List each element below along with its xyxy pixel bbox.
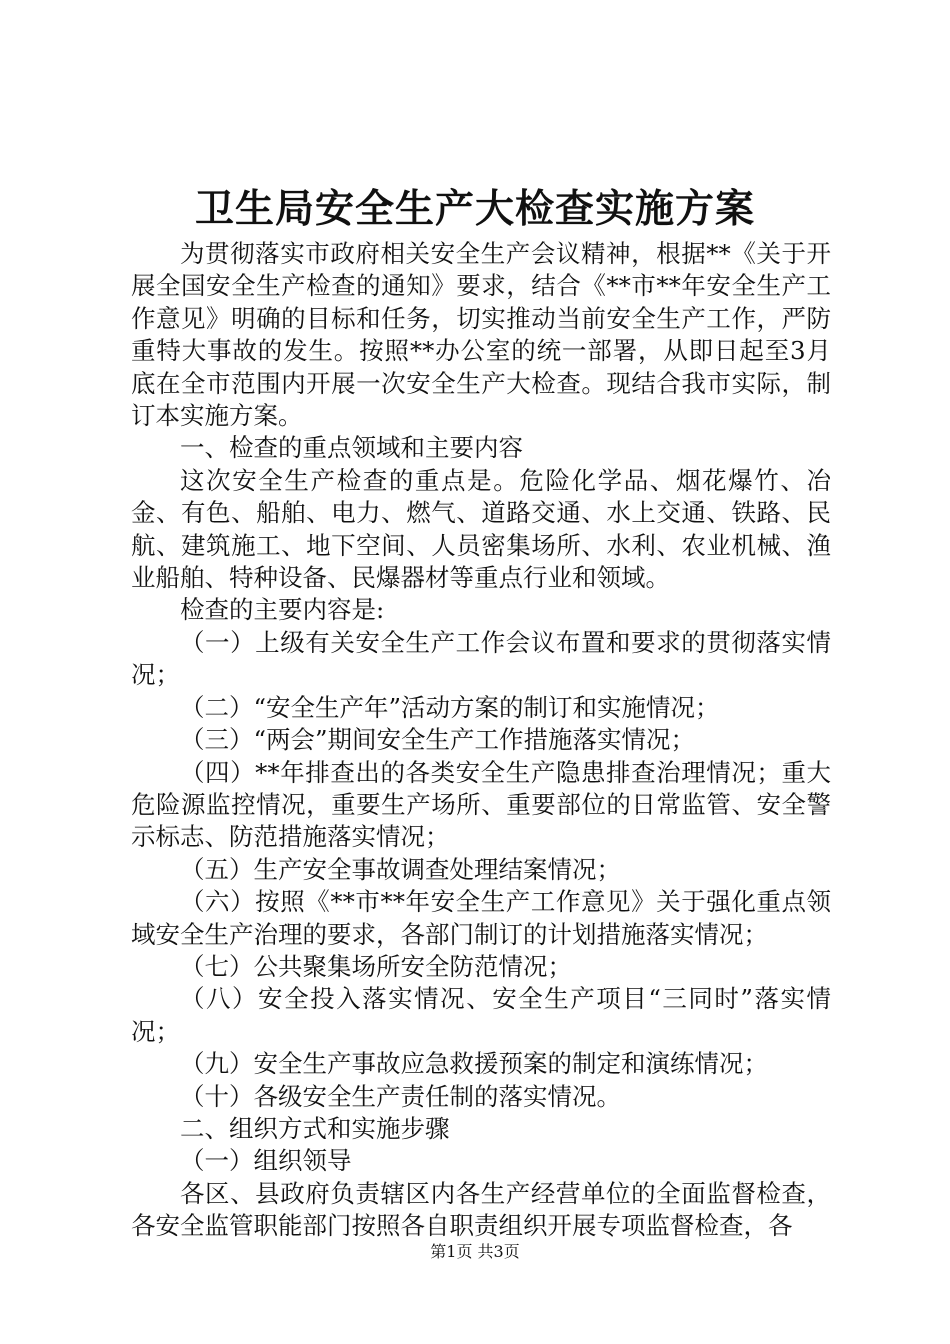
document-title: 卫生局安全生产大检查实施方案	[194, 186, 755, 232]
section-heading-1: 一、检查的重点领域和主要内容	[180, 433, 523, 463]
paragraph-intro: 为贯彻落实市政府相关安全生产会议精神，根据**《关于开展全国安全生产检查的通知》要求，结合《**市**年安全生产工作意见》明确的目标和任务，切实推动当前安全生产工作，严防重特大事故的发生。按照**办公室的统一部署，从即日起至3月底在全市范围内开展一次安全生产大检查。现结合我市实际，制订本实施方案。	[131, 239, 831, 431]
list-item-4: （四）**年排查出的各类安全生产隐患排查治理情况；重大危险源监控情况，重要生产场所、重要部位的日常监管、安全警示标志、防范措施落实情况；	[131, 757, 831, 852]
list-item-9: （九）安全生产事故应急救援预案的制定和演练情况；	[180, 1049, 768, 1079]
page-footer: 第1页 共3页	[430, 1242, 520, 1261]
list-item-5: （五）生产安全事故调查处理结案情况；	[180, 854, 621, 884]
paragraph-organization: 各区、县政府负责辖区内各生产经营单位的全面监督检查，各安全监管职能部门按照各自职责组织开展专项监督检查，各	[131, 1178, 831, 1241]
list-item-3: （三）“两会”期间安全生产工作措施落实情况；	[180, 725, 696, 755]
list-item-6: （六）按照《**市**年安全生产工作意见》关于强化重点领域安全生产治理的要求，各部门制订的计划措施落实情况；	[131, 887, 831, 949]
list-item-7: （七）公共聚集场所安全防范情况；	[180, 951, 572, 981]
list-item-10: （十）各级安全生产责任制的落实情况。	[180, 1081, 621, 1111]
document-body	[131, 238, 831, 1243]
list-item-2: （二）“安全生产年”活动方案的制订和实施情况；	[180, 692, 720, 722]
subsection-heading-1: （一）组织领导	[180, 1146, 352, 1176]
paragraph-main-content: 检查的主要内容是:	[180, 595, 385, 625]
paragraph-key-areas: 这次安全生产检查的重点是。危险化学品、烟花爆竹、冶金、有色、船舶、电力、燃气、道路交通、水上交通、铁路、民航、建筑施工、地下空间、人员密集场所、水利、农业机械、渔业船舶、特种设备、民爆器材等重点行业和领域。	[131, 465, 831, 593]
list-item-1: （一）上级有关安全生产工作会议布置和要求的贯彻落实情况；	[131, 627, 831, 690]
list-item-8: （八）安全投入落实情况、安全生产项目“三同时”落实情况；	[131, 984, 831, 1046]
section-heading-2: 二、组织方式和实施步骤	[180, 1113, 450, 1143]
